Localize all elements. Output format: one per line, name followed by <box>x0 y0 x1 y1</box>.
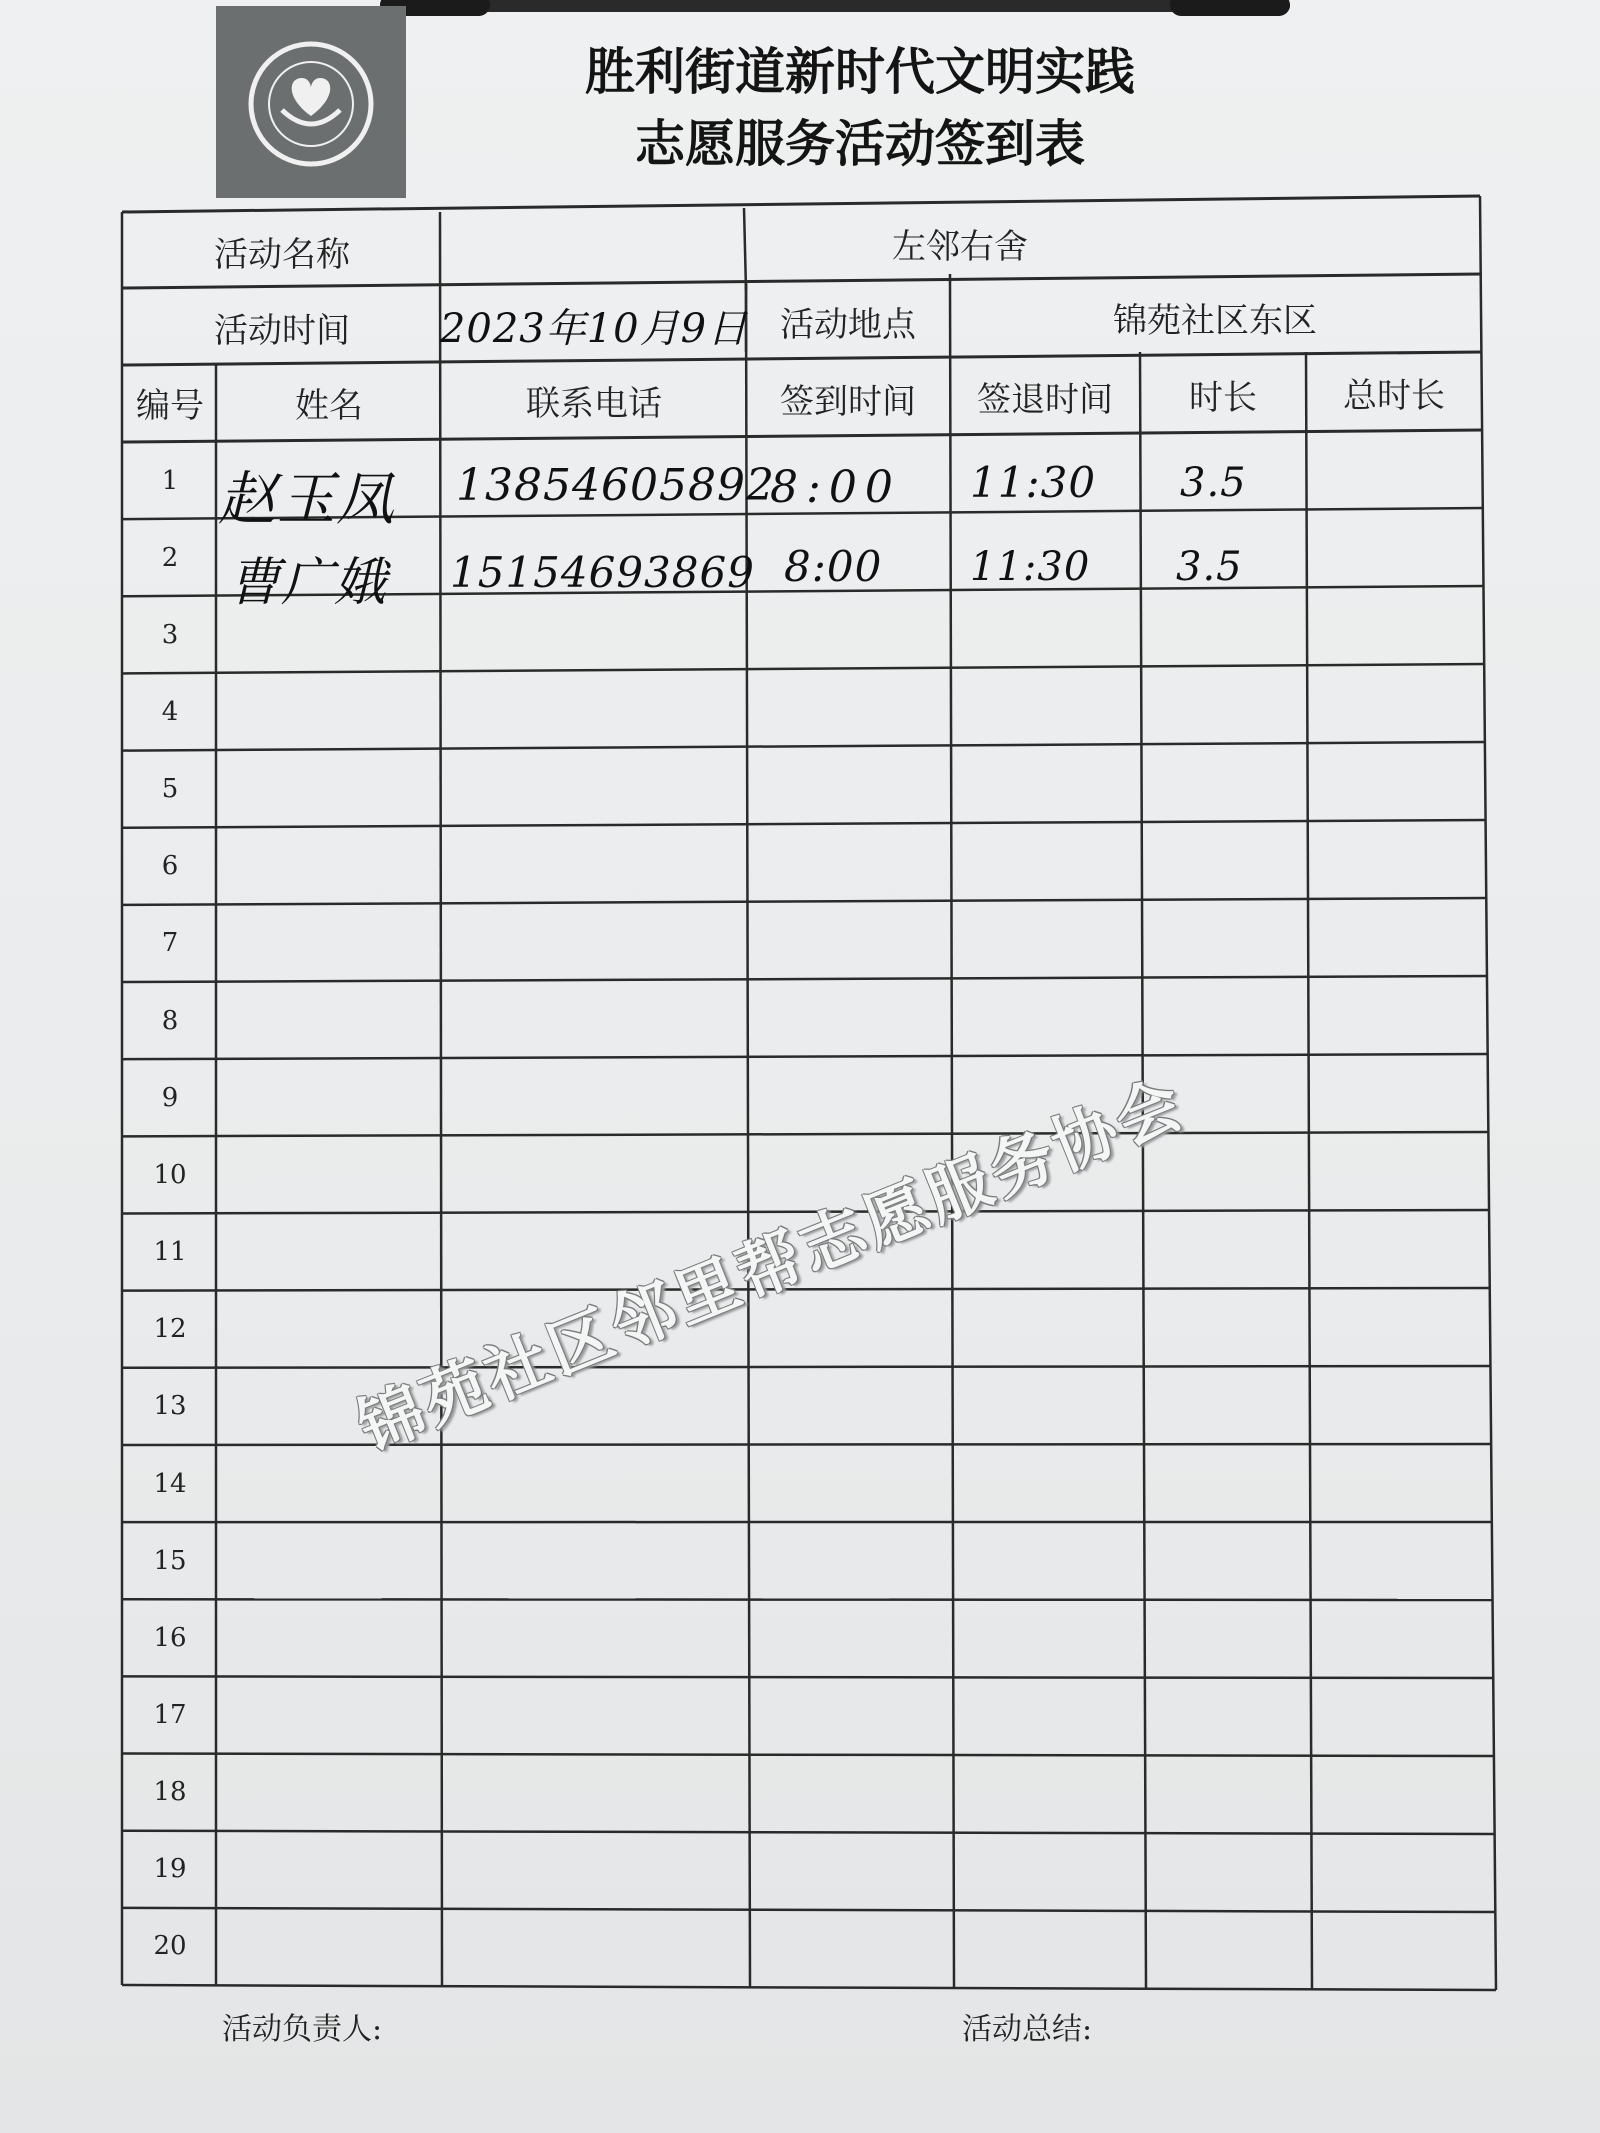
header-sign-in: 签到时间 <box>780 381 916 422</box>
entry-phone: 13854605892 <box>456 460 775 511</box>
header-sign-out: 签退时间 <box>977 379 1113 420</box>
activity-name-label: 活动名称 <box>214 234 350 275</box>
row-number: 14 <box>153 1468 187 1499</box>
entry-sign-out: 11:30 <box>970 458 1097 507</box>
column-line <box>1306 352 1312 1990</box>
row-line <box>122 1132 1489 1136</box>
activity-place-label: 活动地点 <box>780 304 916 345</box>
row-number: 4 <box>161 697 179 727</box>
row-number: 16 <box>153 1622 187 1653</box>
header-total-duration: 总时长 <box>1343 375 1445 416</box>
entry-sign-in: 8:00 <box>770 462 901 513</box>
row-number: 20 <box>153 1931 187 1962</box>
activity-name-value: 左邻右舍 <box>892 226 1028 267</box>
row-number: 7 <box>161 928 179 959</box>
row-number: 11 <box>153 1237 187 1268</box>
row-line <box>122 664 1485 673</box>
row-number: 9 <box>161 1082 179 1113</box>
entry-name: 曹广娥 <box>228 553 388 613</box>
row-number: 1 <box>161 465 179 496</box>
watermark: 锦苑社区邻里帮志愿服务协会 <box>348 1065 1196 1466</box>
page-subtitle: 志愿服务活动签到表 <box>635 114 1085 173</box>
entry-duration: 3.5 <box>1176 544 1243 590</box>
entry-duration: 3.5 <box>1180 460 1247 506</box>
row-line <box>122 1754 1494 1756</box>
row-line <box>122 898 1487 905</box>
header-phone: 联系电话 <box>526 383 662 424</box>
header-number: 编号 <box>136 385 204 426</box>
row-line <box>122 1366 1491 1368</box>
page-title: 胜利街道新时代文明实践 <box>585 42 1135 101</box>
row-line <box>122 1599 1493 1600</box>
row-line <box>122 976 1488 982</box>
activity-time-label: 活动时间 <box>214 310 350 351</box>
row-number: 3 <box>161 619 179 650</box>
entry-sign-in: 8:00 <box>784 542 883 591</box>
row-number: 10 <box>153 1159 187 1190</box>
row-line <box>122 1831 1495 1834</box>
header-name: 姓名 <box>295 385 363 426</box>
row-line <box>122 1908 1495 1912</box>
row-number: 13 <box>153 1391 187 1422</box>
row-line <box>122 1054 1488 1059</box>
header-duration: 时长 <box>1189 377 1257 418</box>
row-number: 5 <box>161 774 179 805</box>
row-number: 6 <box>161 851 179 882</box>
column-line <box>1480 196 1496 1990</box>
activity-place-value: 锦苑社区东区 <box>1113 300 1317 341</box>
activity-date-value: 2023年10月9日 <box>439 305 749 352</box>
entry-sign-out: 11:30 <box>970 544 1091 590</box>
row-number: 18 <box>153 1777 187 1808</box>
row-line <box>122 742 1486 751</box>
row-number: 19 <box>153 1854 187 1885</box>
row-line <box>122 820 1486 828</box>
row-number: 15 <box>153 1545 187 1576</box>
row-line <box>122 1444 1491 1445</box>
entry-name: 赵玉凤 <box>218 465 396 533</box>
row-line <box>122 1985 1496 1990</box>
column-line <box>440 212 442 1985</box>
row-number: 17 <box>153 1699 187 1730</box>
column-line <box>1140 352 1146 1989</box>
column-line <box>746 284 750 1988</box>
row-line <box>122 1676 1493 1678</box>
entry-phone: 15154693869 <box>450 548 755 597</box>
row-number: 8 <box>161 1005 179 1036</box>
row-number: 12 <box>153 1314 187 1345</box>
row-number: 2 <box>161 542 179 573</box>
footer-leader-label: 活动负责人: <box>222 2012 383 2047</box>
footer-summary-label: 活动总结: <box>962 2012 1093 2047</box>
